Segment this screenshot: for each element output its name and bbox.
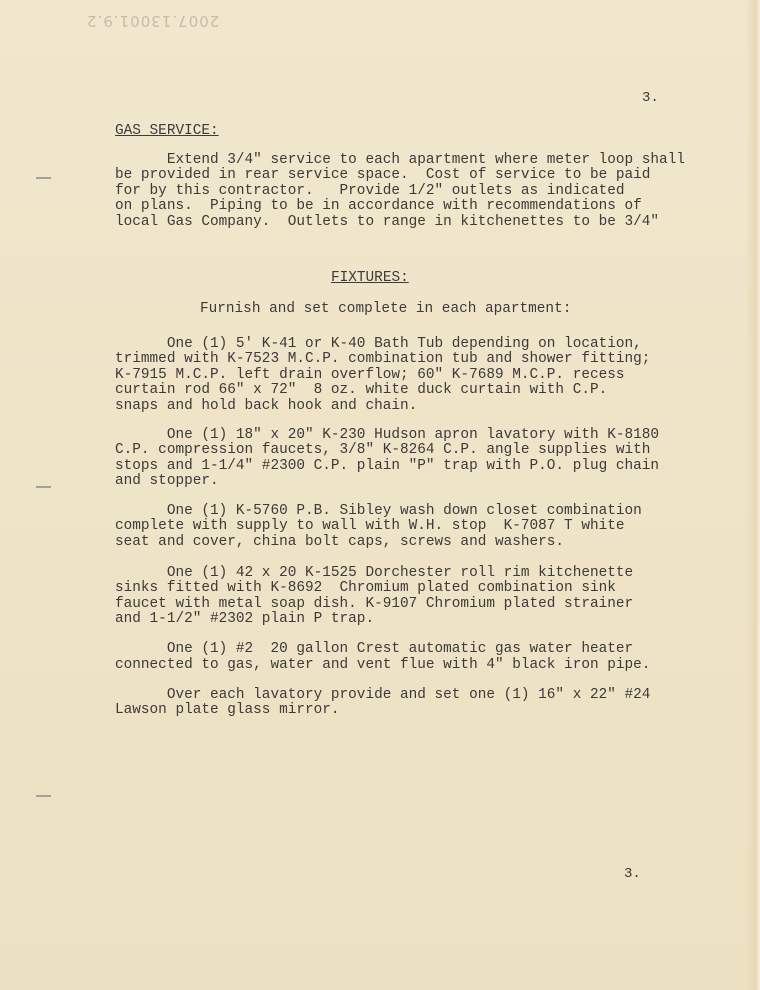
text-line: One (1) K-5760 P.B. Sibley wash down closet combination	[115, 503, 642, 519]
fixtures-intro: Furnish and set complete in each apartment:	[200, 301, 572, 317]
text-line: One (1) 42 x 20 K-1525 Dorchester roll rim kitchenette	[115, 565, 634, 581]
text-line: and stopper.	[115, 473, 219, 490]
margin-tick	[36, 177, 51, 179]
text-line: seat and cover, china bolt caps, screws and washers.	[115, 533, 565, 550]
text-line: complete with supply to wall with W.H. stop K-7087 T white	[115, 518, 625, 535]
text-line: faucet with metal soap dish. K-9107 Chromium plated strainer	[115, 595, 634, 612]
text-line: Over each lavatory provide and set one (1) 16" x 22" #24	[115, 687, 651, 703]
fixture-closet	[115, 504, 715, 550]
gas-service-heading: GAS SERVICE:	[115, 123, 219, 139]
text-line: snaps and hold back hook and chain.	[115, 397, 418, 414]
fixture-water-heater	[115, 642, 715, 657]
text-line: and 1-1/2" #2302 plain P trap.	[115, 611, 375, 628]
text-line: One (1) #2 20 gallon Crest automatic gas water heater	[115, 641, 634, 657]
page-edge	[746, 0, 760, 990]
gas-service-paragraph	[115, 153, 715, 230]
text-line: for by this contractor. Provide 1/2" outlets as indicated	[115, 182, 625, 199]
text-line: Lawson plate glass mirror.	[115, 702, 340, 719]
text-line: trimmed with K-7523 M.C.P. combination tub and shower fitting;	[115, 351, 651, 368]
fixture-sink	[115, 566, 715, 628]
archive-stamp: 2007.13001.9.2	[86, 12, 220, 30]
text-line: connected to gas, water and vent flue with 4" black iron pipe.	[115, 657, 651, 673]
fixture-lavatory	[115, 428, 715, 490]
text-line: stops and 1-1/4" #2300 C.P. plain "P" trap with P.O. plug chain	[115, 457, 660, 474]
page-number-top: 3.	[642, 90, 659, 106]
text-line: C.P. compression faucets, 3/8" K-8264 C.P. angle supplies with	[115, 442, 651, 459]
margin-tick	[36, 486, 51, 488]
text-line: curtain rod 66" x 72" 8 oz. white duck curtain with C.P.	[115, 382, 608, 399]
text-line: One (1) 18" x 20" K-230 Hudson apron lavatory with K-8180	[115, 427, 660, 443]
fixture-water-heater-cont	[115, 658, 715, 673]
fixture-mirror	[115, 688, 715, 719]
text-line: Extend 3/4" service to each apartment where meter loop shall	[115, 152, 685, 168]
page-number-bottom: 3.	[624, 866, 641, 882]
text-line: local Gas Company. Outlets to range in kitchenettes to be 3/4"	[115, 213, 660, 230]
text-line: on plans. Piping to be in accordance with recommendations of	[115, 198, 642, 215]
text-line: One (1) 5' K-41 or K-40 Bath Tub depending on location,	[115, 336, 642, 352]
fixtures-heading: FIXTURES:	[331, 270, 409, 286]
fixture-bathtub	[115, 337, 715, 414]
text-line: K-7915 M.C.P. left drain overflow; 60" K-7689 M.C.P. recess	[115, 366, 625, 383]
text-line: be provided in rear service space. Cost of service to be paid	[115, 167, 651, 184]
margin-tick	[36, 795, 51, 797]
text-line: sinks fitted with K-8692 Chromium plated combination sink	[115, 580, 616, 597]
